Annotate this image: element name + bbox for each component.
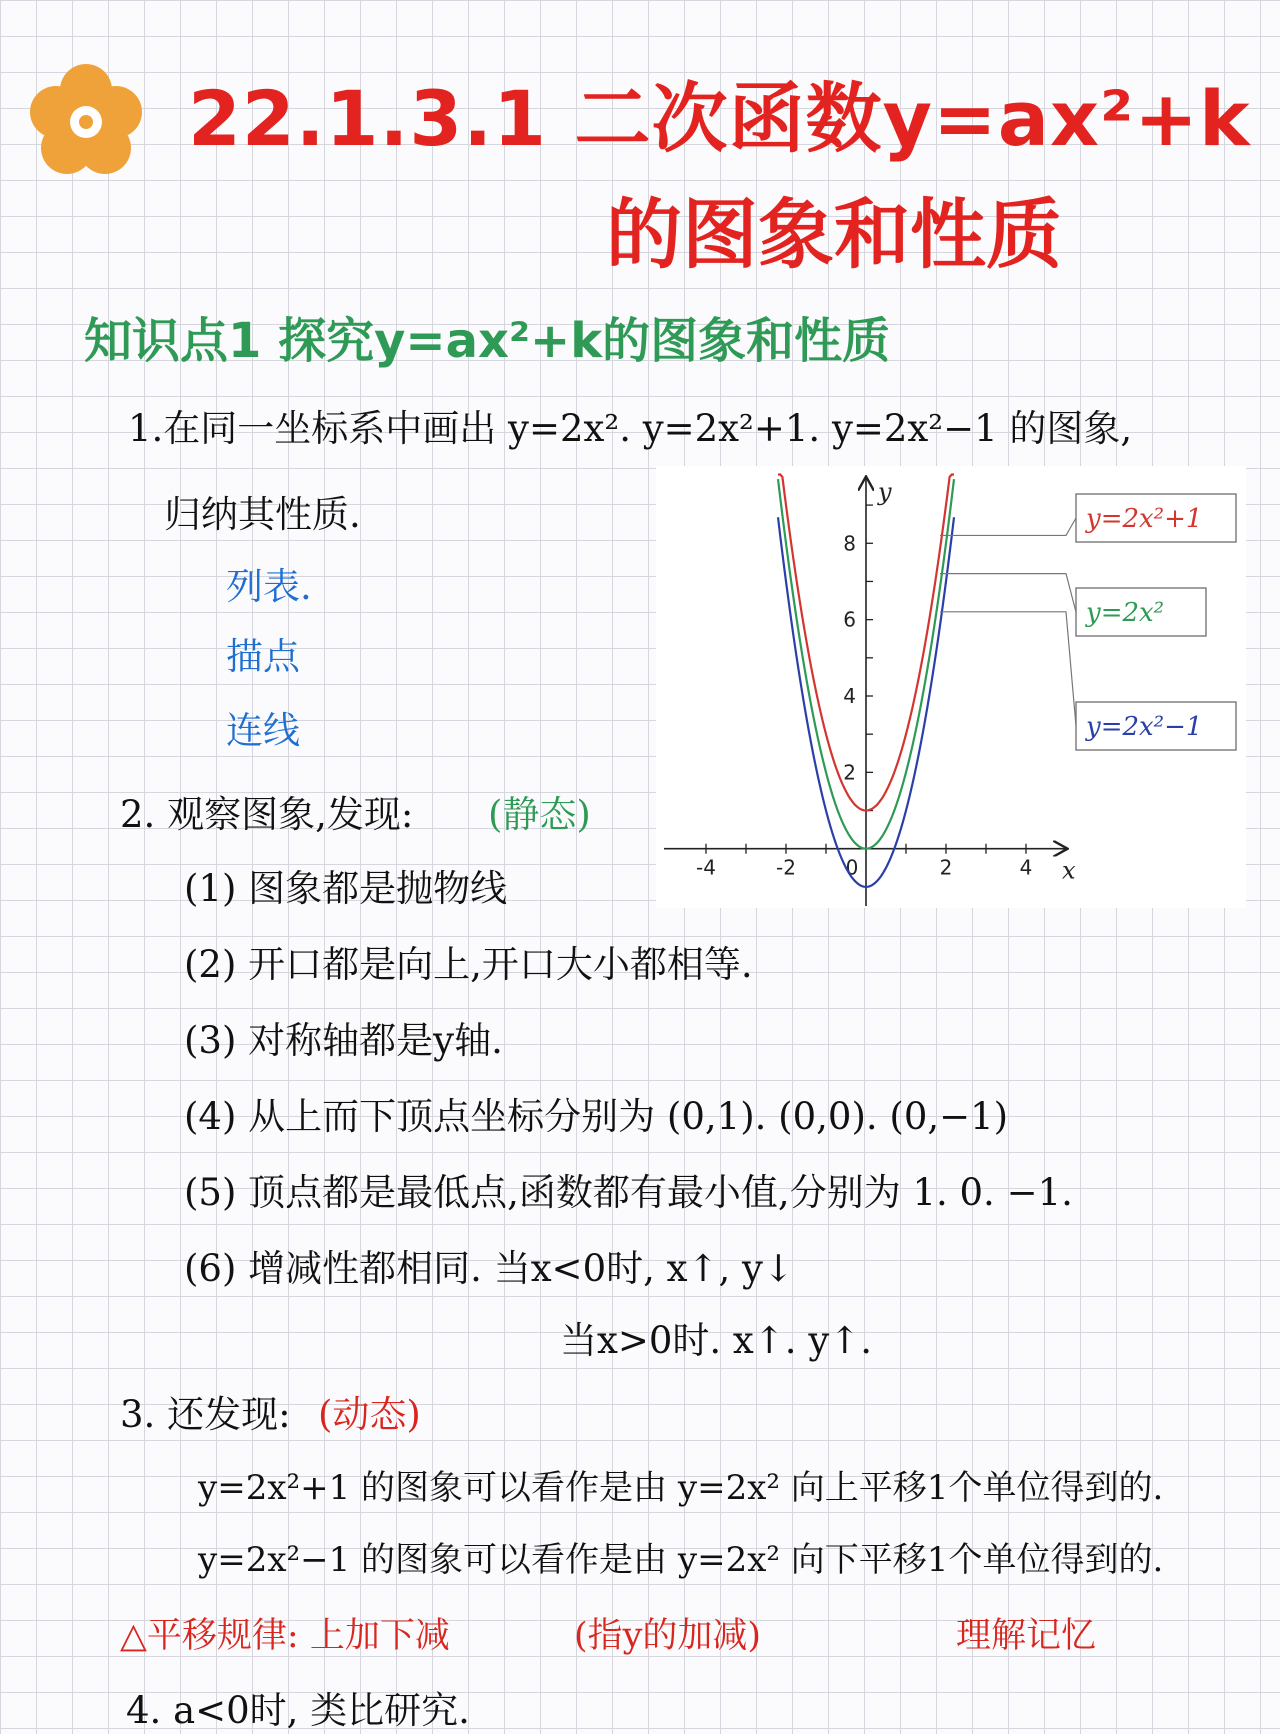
- shift-rule-note: (指y的加减): [574, 1616, 762, 1656]
- series-label: y=2x²: [1086, 598, 1165, 628]
- observation-6: (6) 增减性都相同. 当x<0时, x↑, y↓: [184, 1247, 794, 1290]
- item3-tag: (动态): [318, 1393, 421, 1436]
- series-label: y=2x²+1: [1086, 504, 1203, 534]
- title-line-1: 22.1.3.1 二次函数y=ax²+k: [188, 74, 1251, 163]
- x-tick-label: -2: [776, 855, 796, 880]
- y-tick-label: 2: [843, 760, 856, 785]
- x-tick-label: 4: [1019, 855, 1033, 880]
- series-label: y=2x²−1: [1086, 712, 1203, 742]
- observation-5: (5) 顶点都是最低点,函数都有最小值,分别为 1. 0. −1.: [184, 1171, 1073, 1214]
- leader-line: [940, 518, 1076, 535]
- observation-3: (3) 对称轴都是y轴.: [184, 1019, 503, 1062]
- section-heading: 知识点1 探究y=ax²+k的图象和性质: [84, 313, 891, 369]
- observation-1: (1) 图象都是抛物线: [184, 867, 508, 910]
- chart-svg: [656, 466, 1246, 908]
- x-tick-label: 2: [939, 855, 953, 880]
- y-tick-label: 6: [843, 607, 856, 632]
- x-axis-label: x: [1062, 856, 1076, 885]
- memo-label: 理解记忆: [956, 1616, 1097, 1656]
- item1-text2: 归纳其性质.: [164, 493, 361, 536]
- flower-icon: [26, 60, 146, 180]
- x-tick-label: 0: [845, 855, 859, 880]
- item2-heading: 2. 观察图象,发现:: [120, 793, 414, 836]
- shift-rule: △平移规律: 上加下减: [120, 1616, 450, 1656]
- item3-heading: 3. 还发现:: [120, 1393, 291, 1436]
- shift-down-line: y=2x²−1 的图象可以看作是由 y=2x² 向下平移1个单位得到的.: [198, 1540, 1164, 1580]
- observation-4: (4) 从上而下顶点坐标分别为 (0,1). (0,0). (0,−1): [184, 1095, 1009, 1138]
- parabola-chart: [656, 466, 1246, 908]
- step-list-table: 列表.: [226, 565, 312, 608]
- observation-6b: 当x>0时. x↑. y↑.: [560, 1319, 872, 1362]
- item4-text: 4. a<0时, 类比研究.: [126, 1689, 470, 1732]
- leader-line: [940, 612, 1076, 726]
- y-tick-label: 4: [843, 684, 856, 708]
- title-line-2: 的图象和性质: [606, 190, 1062, 279]
- x-tick-label: -4: [696, 855, 716, 880]
- item2-tag: (静态): [488, 793, 591, 836]
- y-tick-label: 8: [843, 531, 856, 556]
- step-connect-lines: 连线: [226, 709, 300, 752]
- shift-up-line: y=2x²+1 的图象可以看作是由 y=2x² 向上平移1个单位得到的.: [198, 1468, 1164, 1508]
- leader-line: [940, 574, 1076, 612]
- observation-2: (2) 开口都是向上,开口大小都相等.: [184, 943, 753, 986]
- y-axis-label: y: [878, 478, 892, 506]
- step-plot-points: 描点: [226, 635, 300, 678]
- item1-text: 1.在同一坐标系中画出 y=2x². y=2x²+1. y=2x²−1 的图象,: [128, 407, 1133, 450]
